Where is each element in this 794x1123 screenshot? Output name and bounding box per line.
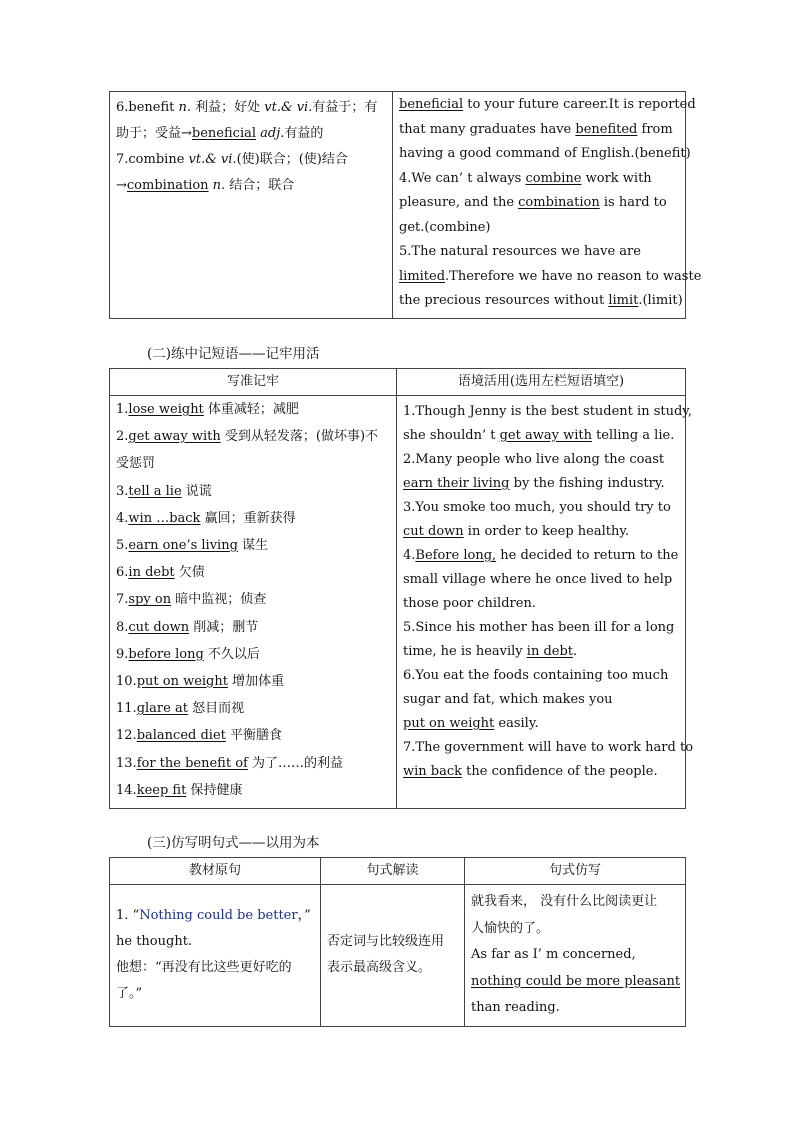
phrase-line [116, 750, 390, 777]
answer-blank: spy on [128, 592, 172, 608]
answer-blank: limit [608, 293, 639, 308]
answer-blank: cut down [128, 619, 190, 635]
exercise-line [399, 265, 702, 290]
imitation-line [471, 969, 679, 996]
highlighted-phrase: Nothing could be better [139, 908, 298, 924]
exercise-line [403, 472, 679, 496]
text-run: . 结合；联合 [221, 178, 295, 193]
text-run: 1.Though Jenny is the best student in study, [403, 404, 693, 419]
exercise-line [399, 216, 679, 241]
phrase-line [116, 450, 390, 477]
answer-blank: keep fit [136, 782, 187, 798]
text-run: 有益于；有 [312, 100, 378, 115]
exercise-line [399, 118, 679, 143]
vocab-right-text [393, 92, 702, 318]
exercise-line [403, 664, 679, 688]
exercise-line [403, 544, 679, 568]
text-run: small village where he once lived to help [403, 572, 673, 587]
text-run: 9. [116, 646, 129, 662]
answer-blank: win back [403, 764, 463, 779]
exercise-line [403, 760, 679, 784]
sentence-analysis-text [321, 925, 464, 985]
text-run: 暗中监视；侦查 [171, 592, 267, 608]
text-run: from [637, 121, 673, 137]
text-run: .(limit) [638, 293, 683, 308]
text-run: 表示最高级含义。 [327, 960, 432, 976]
sentence-table [109, 857, 686, 1027]
text-run: 5. [116, 538, 129, 554]
text-run: 7.combine [116, 152, 189, 167]
answer-blank: get away with [128, 429, 221, 445]
answer-blank: lose weight [128, 402, 204, 417]
text-run: vt.& vi. [264, 100, 313, 115]
text-run: work with [581, 170, 652, 186]
phrase-line [116, 478, 390, 505]
text-run: 不久以后 [203, 646, 260, 662]
analysis-line [327, 929, 458, 955]
exercise-line [403, 496, 679, 520]
sentence-imitation-cell [465, 885, 686, 1027]
text-run: 7.The government will have to work hard to [403, 740, 694, 755]
exercise-line [403, 424, 679, 448]
phrase-line [116, 722, 390, 749]
exercise-line [399, 289, 683, 314]
text-run: those poor children. [403, 596, 536, 611]
text-run: . [573, 644, 578, 659]
answer-blank: in debt [526, 644, 574, 659]
phrase-line [116, 668, 390, 695]
phrase-line [116, 559, 390, 586]
text-run: 11. [116, 701, 137, 717]
phrase-list [110, 396, 396, 808]
sentence-imitation-text [465, 885, 685, 1026]
text-run: (使)联合；(使)结合 [236, 152, 348, 167]
vocab-line [116, 147, 386, 173]
imitation-line [471, 942, 679, 969]
text-run: time, he is heavily [403, 644, 527, 659]
text-run: by the fishing industry. [509, 476, 665, 491]
answer-blank: beneficial [191, 126, 257, 141]
text-run: the precious resources without [399, 293, 609, 308]
text-run: 人愉快的了。 [471, 920, 550, 936]
text-run: 1. “ [116, 908, 140, 924]
imitation-line [471, 889, 679, 916]
text-run: 13. [116, 755, 137, 771]
text-run: 6.You eat the foods containing too much [403, 668, 669, 683]
text-run: 2. [116, 429, 129, 445]
exercise-line [403, 736, 694, 760]
phrase-line [116, 586, 390, 613]
text-run: the confidence of the people. [462, 764, 658, 779]
phrase-line [116, 614, 390, 641]
answer-blank: earn one’s living [128, 538, 238, 554]
answer-blank: combination [518, 195, 600, 210]
text-run: 平衡膳食 [225, 728, 283, 744]
phrase-header-left: 写准记牢 [110, 369, 397, 396]
phrase-line [116, 641, 390, 668]
text-run: 有益的 [284, 126, 324, 141]
text-run: 4. [116, 510, 129, 526]
sentence-original-cell [110, 885, 321, 1027]
sentence-header-imitation: 句式仿写 [465, 858, 686, 885]
text-run: 5.Since his mother has been ill for a long [403, 620, 675, 635]
sentence-header-analysis: 句式解读 [321, 858, 465, 885]
sentence-header-original: 教材原句 [110, 858, 321, 885]
vocab-line [116, 173, 386, 199]
text-run: 受到从轻发落；(做坏事)不 [220, 429, 379, 445]
text-run: ，” [297, 908, 311, 924]
phrase-header-right: 语境活用(选用左栏短语填空) [397, 369, 686, 396]
text-run: n [212, 178, 222, 193]
exercise-line [399, 167, 679, 192]
text-run: than reading. [471, 1000, 560, 1015]
exercise-line [403, 520, 679, 544]
text-run: 2.Many people who live along the coast [403, 452, 665, 467]
phrase-right-cell [397, 396, 694, 809]
text-run: 4. [403, 548, 416, 563]
text-run: 5.The natural resources we have are [399, 244, 641, 259]
text-run: 说谎 [181, 483, 212, 499]
text-run: 3.You smoke too much, you should try to [403, 500, 671, 515]
answer-blank: Before long, [415, 548, 497, 563]
exercise-line [403, 688, 679, 712]
answer-blank: earn their living [403, 476, 510, 491]
text-run: 增加体重 [227, 674, 285, 690]
text-run: she shouldn’ t [403, 428, 500, 443]
answer-blank: beneficial [399, 97, 464, 112]
text-run: 受惩罚 [116, 456, 156, 472]
answer-blank: win …back [128, 510, 201, 526]
phrase-line [116, 423, 390, 450]
text-run: get.(combine) [399, 219, 491, 235]
vocab-left-cell [110, 92, 393, 319]
text-run: 8. [116, 619, 129, 635]
text-run: n [178, 100, 187, 115]
text-run: easily. [494, 716, 539, 731]
text-run: he thought. [116, 934, 193, 950]
text-run: 就我看来， 没有什么比阅读更让 [471, 894, 658, 909]
answer-blank: combination [126, 178, 209, 193]
text-run: 10. [116, 674, 137, 690]
text-run: sugar and fat, which makes you [403, 692, 613, 707]
exercise-line [403, 640, 679, 664]
text-run: 他想：“再没有比这些更好吃的 [116, 960, 292, 976]
phrase-line [116, 505, 390, 532]
text-run: 1. [116, 402, 129, 417]
answer-blank: combine [525, 170, 582, 186]
text-run: pleasure, and the [399, 195, 519, 210]
exercise-line [399, 142, 691, 167]
text-run: 6.benefit [116, 100, 179, 115]
text-run: 赢回；重新获得 [200, 510, 296, 526]
answer-blank: nothing could be more pleasant [471, 973, 681, 989]
text-run: having a good command of English.(benefit) [399, 146, 691, 161]
text-run: 欠债 [174, 565, 205, 581]
imitation-line [471, 916, 679, 943]
sentence-analysis-cell [321, 885, 465, 1027]
text-run: . 利益；好处 [186, 100, 265, 115]
text-run: 怒目而视 [187, 701, 245, 717]
phrase-left-cell [110, 396, 397, 809]
vocab-line [116, 121, 386, 147]
text-run: 12. [116, 728, 137, 744]
answer-blank: benefited [575, 121, 638, 137]
vocab-left-text [110, 92, 392, 203]
phrase-line [116, 396, 390, 423]
text-run: 体重减轻；减肥 [203, 402, 299, 417]
vocab-line [116, 95, 386, 121]
text-run: that many graduates have [399, 121, 576, 137]
answer-blank: in debt [128, 565, 175, 581]
text-run: in order to keep healthy. [463, 524, 630, 539]
answer-blank: put on weight [136, 674, 228, 690]
phrase-line [116, 695, 390, 722]
sentence-original-text [110, 899, 320, 1011]
exercise-line [403, 400, 693, 424]
text-run: 助于；受益→ [116, 126, 192, 141]
original-sentence-line [116, 929, 314, 955]
phrase-table [109, 368, 694, 809]
answer-blank: before long [128, 646, 204, 662]
answer-blank: glare at [136, 701, 188, 717]
text-run: .Therefore we have no reason to waste [445, 268, 702, 284]
imitation-line [471, 995, 679, 1022]
text-run: to your future career.It is reported [463, 97, 696, 112]
exercise-line [399, 93, 696, 118]
text-run: 14. [116, 782, 137, 798]
answer-blank: get away with [499, 428, 592, 443]
vocab-table [109, 91, 702, 319]
text-run: 4.We can’ t always [399, 170, 526, 186]
exercise-line [403, 592, 679, 616]
text-run: 6. [116, 565, 129, 581]
analysis-line [327, 955, 458, 981]
phrase-exercises [397, 396, 694, 788]
answer-blank: tell a lie [128, 483, 182, 499]
text-run: 了。” [116, 986, 143, 1002]
text-run: 为了……的利益 [247, 755, 343, 771]
section3-title: (三)仿写明句式——以用为本 [147, 835, 320, 851]
text-run: vt.& vi. [188, 152, 237, 167]
text-run: 削减；删节 [189, 619, 259, 635]
text-run: 7. [116, 592, 129, 608]
original-sentence-line [116, 955, 314, 981]
exercise-line [403, 616, 679, 640]
text-run: 否定词与比较级连用 [327, 934, 445, 950]
text-run: 谋生 [237, 538, 269, 554]
section2-title: (二)练中记短语——记牢用活 [147, 346, 320, 362]
text-run: 3. [116, 483, 129, 499]
answer-blank: balanced diet [136, 728, 226, 744]
text-run: adj. [260, 126, 285, 141]
exercise-line [403, 712, 679, 736]
text-run: he decided to return to the [496, 548, 679, 563]
vocab-right-cell [393, 92, 702, 319]
text-run: telling a lie. [591, 428, 675, 443]
phrase-line [116, 777, 390, 804]
text-run: is hard to [599, 195, 667, 210]
answer-blank: cut down [403, 524, 464, 539]
exercise-line [403, 568, 679, 592]
exercise-line [399, 191, 679, 216]
original-sentence-line [116, 981, 314, 1007]
text-run: 保持健康 [186, 782, 243, 798]
text-run: → [116, 178, 127, 193]
text-run: As far as I’ m concerned, [471, 947, 636, 962]
exercise-line [399, 240, 679, 265]
answer-blank: put on weight [403, 716, 495, 731]
phrase-line [116, 532, 390, 559]
original-sentence-line [116, 903, 314, 929]
answer-blank: for the benefit of [136, 755, 248, 771]
exercise-line [403, 448, 679, 472]
answer-blank: limited [399, 268, 446, 284]
